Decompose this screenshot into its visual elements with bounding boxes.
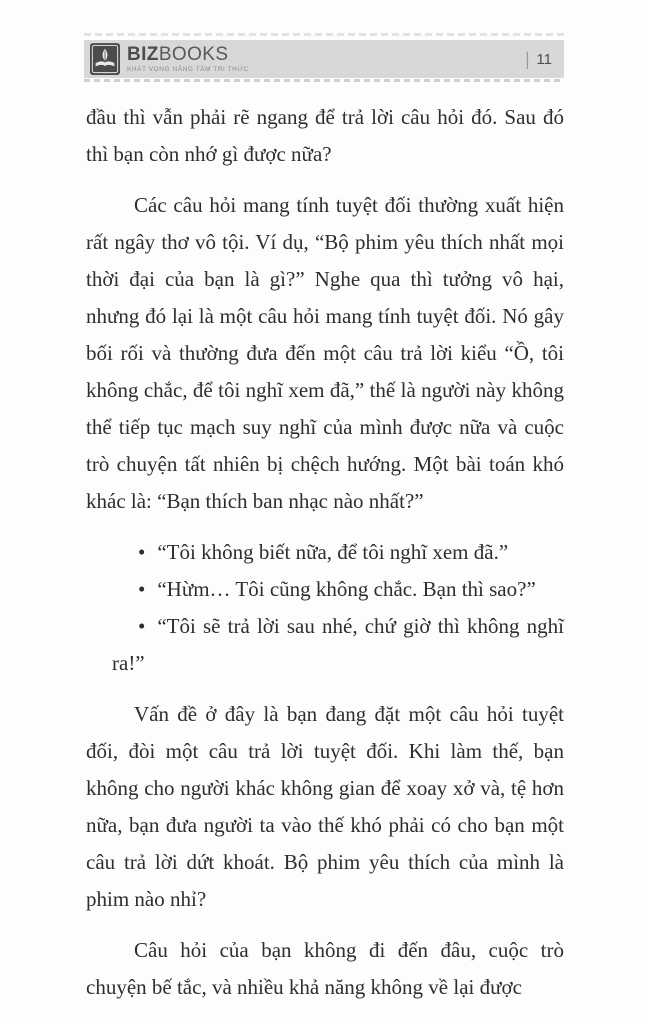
bullet-icon: • [138,614,146,638]
list-item [86,534,564,571]
perforation-line-bottom [84,79,564,82]
brand-name [127,45,249,64]
brand-name-books: BOOKS [158,43,229,65]
brand-name-biz: BIZ [127,43,159,65]
bullet-icon: • [138,540,146,564]
page-content [86,99,564,1020]
open-book-logo-icon [90,43,120,75]
list-item [86,608,564,682]
logo-tagline: KHÁT VỌNG NÂNG TẦM TRI THỨC [127,65,249,73]
list-item [86,571,564,608]
paragraph: Vấn đề ở đây là bạn đang đặt một câu hỏi tuyệt đối, đòi một câu trả lời tuyệt đối. Khi làm thế, bạn không cho người khác không gian để xoay xở và, tệ hơn nữa, bạn đưa người ta vào thế khó phải có cho bạn một câu trả lời dứt khoát. Bộ phim yêu thích của mình là phim nào nhỉ? [86,702,564,911]
bizbooks-logo [90,43,249,75]
paragraph-continuation: đầu thì vẫn phải rẽ ngang để trả lời câu hỏi đó. Sau đó thì bạn còn nhớ gì được nữa? [86,105,564,166]
perforation-line-top [84,33,564,36]
logo-text [127,45,249,74]
page-number-value: 11 [536,50,552,68]
bullet-text: “Hừm… Tôi cũng không chắc. Bạn thì sao?” [157,577,536,601]
page-number [525,48,552,70]
page-number-separator: | [525,48,530,70]
bullet-text: “Tôi sẽ trả lời sau nhé, chứ giờ thì không nghĩ ra!” [112,614,564,675]
bullet-text: “Tôi không biết nữa, để tôi nghĩ xem đã.” [157,540,509,564]
paragraph: Các câu hỏi mang tính tuyệt đối thường xuất hiện rất ngây thơ vô tội. Ví dụ, “Bộ phim yêu thích nhất mọi thời đại của bạn là gì?” Nghe qua thì tưởng vô hại, nhưng đó lại là một câu hỏi mang tính tuyệt đối. Nó gây bối rối và thường đưa đến một câu trả lời kiểu “Ồ, tôi không chắc, để tôi nghĩ xem đã,” thế là người này không thể tiếp tục mạch suy nghĩ của mình được nữa và cuộc trò chuyện tất nhiên bị chệch hướng. Một bài toán khó khác là: “Bạn thích ban nhạc nào nhất?” [86,193,564,513]
bullet-list [86,534,564,682]
paragraph: Câu hỏi của bạn không đi đến đâu, cuộc trò chuyện bế tắc, và nhiều khả năng không về lại được [86,938,564,999]
header-bar [84,33,564,82]
bullet-icon: • [138,577,146,601]
header-bar-inner [84,40,564,78]
